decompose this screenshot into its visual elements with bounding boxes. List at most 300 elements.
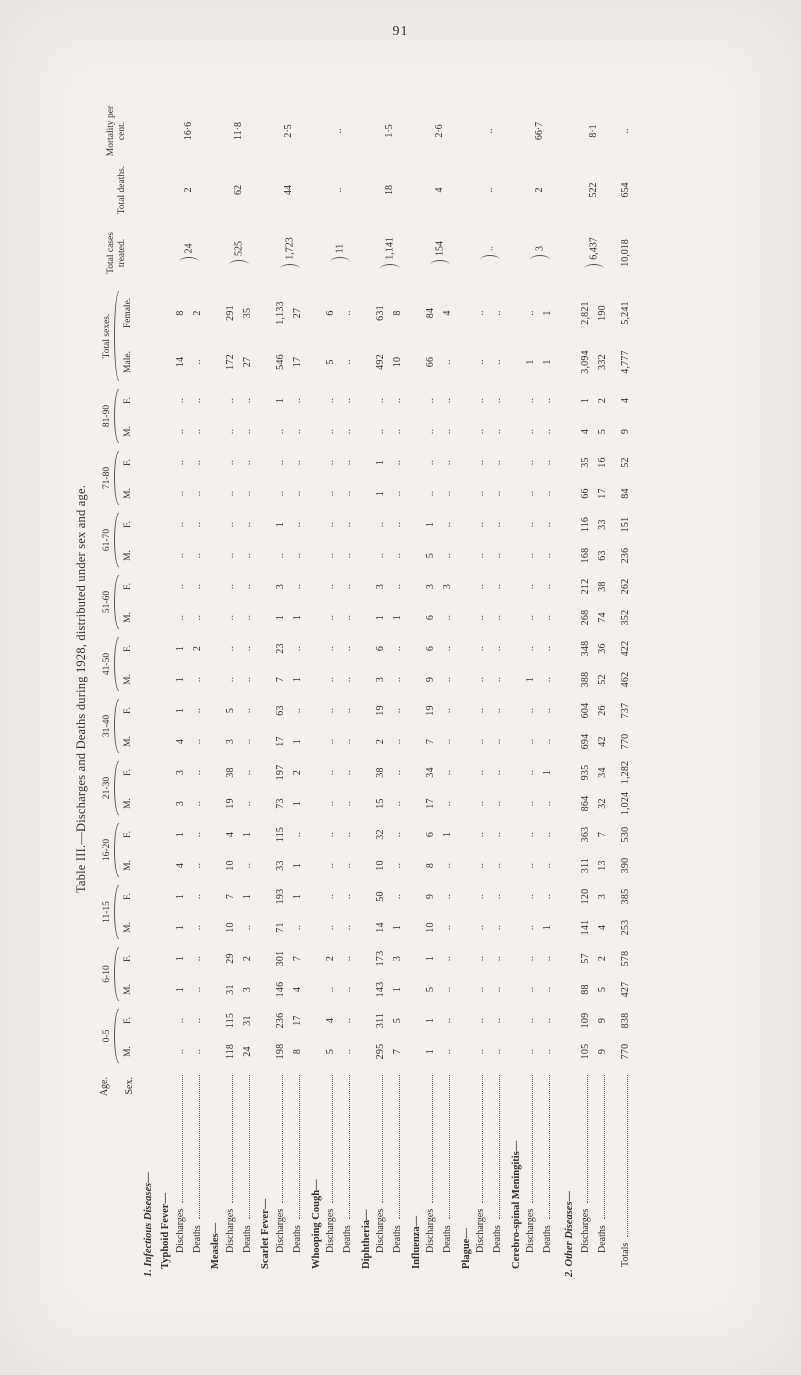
discharges-cell: 5 — [425, 552, 437, 559]
discharges-cell: .. — [525, 707, 537, 714]
deaths-cell: .. — [191, 614, 203, 621]
deaths-cell: 1 — [291, 862, 303, 869]
header-sex-female: F. — [123, 831, 134, 838]
statistics-table — [98, 101, 634, 1277]
discharges-cell: 146 — [274, 981, 286, 998]
dotted-leader — [626, 1075, 628, 1237]
header-sex-male: M. — [123, 488, 134, 499]
discharges-label — [523, 1067, 540, 1277]
deaths-cell: .. — [492, 893, 504, 900]
deaths-cell: .. — [341, 862, 353, 869]
label-wrap — [242, 1067, 255, 1277]
deaths-cell: .. — [542, 614, 554, 621]
discharges-cell: 34 — [425, 767, 437, 778]
total-cases-cell — [423, 219, 457, 287]
header-sex-male: M. — [123, 860, 134, 871]
deaths-cell: 1 — [542, 924, 554, 931]
totals-cell: 84 — [620, 488, 632, 499]
header-age-6-10 — [98, 943, 120, 1005]
deaths-cell: .. — [341, 800, 353, 807]
discharges-cell: .. — [475, 986, 487, 993]
header-row-age — [98, 101, 120, 1277]
sex-heading: Sex. — [123, 1077, 135, 1095]
discharges-cell: .. — [475, 707, 487, 714]
brace — [280, 264, 300, 269]
discharges-cell: .. — [274, 552, 286, 559]
discharges-cell: .. — [525, 490, 537, 497]
discharges-cell: 23 — [274, 643, 286, 654]
discharges-cell: 1 — [274, 614, 286, 621]
pair-brace — [114, 451, 119, 505]
label-wrap — [392, 1067, 405, 1277]
deaths-cell: .. — [392, 552, 403, 559]
discharges-cell: .. — [324, 986, 336, 993]
deaths-cell: .. — [291, 924, 303, 931]
age-heading: Age. — [99, 1077, 110, 1097]
discharges-cell: .. — [525, 614, 537, 621]
deaths-cell: 1 — [291, 738, 303, 745]
discharges-label — [172, 1067, 189, 1277]
discharges-cell: 172 — [224, 354, 236, 370]
header-age-81-90 — [98, 385, 120, 447]
total-cases-value: 3 — [534, 246, 546, 251]
discharges-cell: 193 — [274, 888, 286, 905]
discharges-cell: 3 — [174, 769, 186, 776]
discharges-cell: 1 — [425, 521, 437, 528]
discharges-cell: 4 — [174, 738, 186, 745]
deaths-cell: 1 — [241, 893, 253, 900]
deaths-label — [540, 1067, 557, 1277]
label-text: Discharges — [324, 1208, 336, 1253]
deaths-cell: .. — [191, 707, 203, 714]
header-age-11-15 — [98, 881, 120, 943]
discharges-cell: 1 — [375, 490, 386, 497]
brace — [330, 257, 350, 262]
header-sex-female: F. — [123, 707, 134, 714]
deaths-cell: 5 — [596, 428, 608, 435]
deaths-cell: .. — [492, 955, 504, 962]
label-wrap — [597, 1067, 610, 1277]
deaths-cell: .. — [341, 552, 353, 559]
discharges-cell: 1 — [174, 955, 186, 962]
totals-cell: 236 — [620, 547, 632, 564]
deaths-cell: .. — [442, 955, 454, 962]
deaths-cell: 16 — [596, 457, 608, 468]
discharges-cell: .. — [324, 862, 336, 869]
deaths-cell: .. — [341, 893, 353, 900]
disease-name: Plague— — [460, 1228, 472, 1269]
totals-cell: 262 — [620, 578, 632, 595]
discharges-cell: .. — [174, 521, 186, 528]
discharges-cell: 1 — [525, 359, 537, 365]
deaths-cell: 7 — [291, 955, 303, 962]
pair-brace — [114, 885, 119, 939]
discharges-cell: .. — [525, 831, 537, 838]
deaths-cell: .. — [191, 1017, 203, 1024]
deaths-cell: .. — [341, 428, 353, 435]
deaths-cell: .. — [442, 769, 454, 776]
deaths-cell: .. — [442, 738, 454, 745]
total-deaths-cell: 522 — [588, 182, 599, 198]
discharges-cell: .. — [375, 552, 386, 559]
deaths-cell: .. — [392, 397, 403, 404]
discharges-cell: 301 — [274, 950, 286, 967]
deaths-cell: .. — [542, 397, 554, 404]
discharges-cell: .. — [274, 459, 286, 466]
discharges-cell: .. — [224, 521, 236, 528]
totals-cell: 427 — [620, 981, 632, 998]
discharges-cell: 7 — [425, 738, 437, 745]
deaths-cell: .. — [542, 986, 554, 993]
deaths-cell: 4 — [596, 924, 608, 931]
header-sex-male: M. — [123, 612, 134, 623]
discharges-cell: 212 — [579, 578, 591, 595]
deaths-cell: .. — [191, 428, 203, 435]
deaths-cell: .. — [542, 1048, 554, 1055]
brace — [380, 264, 400, 269]
discharges-cell: .. — [475, 800, 487, 807]
deaths-cell: .. — [542, 459, 554, 466]
discharges-cell: 116 — [579, 516, 591, 533]
total-sexes-label: Total sexes. — [101, 313, 112, 359]
disease-name-row — [156, 101, 172, 1277]
discharges-cell: .. — [525, 924, 537, 931]
brace — [530, 255, 550, 260]
section-heading-row — [136, 101, 156, 1277]
totals-cell: 385 — [620, 888, 632, 905]
label-wrap — [425, 1067, 438, 1277]
label-text: Discharges — [579, 1208, 591, 1253]
deaths-cell: 27 — [291, 307, 303, 319]
age-group-label: 81-90 — [101, 404, 112, 428]
header-age-61-70 — [98, 509, 120, 571]
deaths-cell: 1 — [392, 614, 403, 621]
pair-brace — [114, 575, 119, 629]
totals-mortality-cell: .. — [620, 128, 632, 134]
discharges-cell: .. — [324, 397, 336, 404]
pair-brace — [114, 637, 119, 691]
discharges-cell: .. — [475, 1017, 487, 1024]
deaths-cell: .. — [442, 428, 454, 435]
deaths-cell: 1 — [291, 800, 303, 807]
discharges-cell: .. — [475, 1048, 487, 1055]
deaths-cell: .. — [442, 521, 454, 528]
deaths-cell: 1 — [291, 614, 303, 621]
deaths-cell: .. — [341, 676, 353, 683]
discharges-cell: 3 — [425, 583, 437, 590]
discharges-cell: 1 — [425, 1048, 437, 1055]
discharges-cell: 1 — [174, 893, 186, 900]
discharges-cell: .. — [324, 490, 336, 497]
discharges-label — [273, 1067, 290, 1277]
deaths-cell: .. — [191, 459, 203, 466]
totals-cell: 737 — [620, 702, 632, 719]
discharges-cell: 1 — [274, 521, 286, 528]
total-cases-cell — [473, 219, 507, 287]
discharges-cell: 19 — [375, 705, 386, 716]
discharges-cell: .. — [525, 459, 537, 466]
deaths-cell: 1 — [291, 893, 303, 900]
deaths-cell: .. — [542, 583, 554, 590]
deaths-cell: .. — [492, 521, 504, 528]
deaths-cell: 2 — [191, 310, 203, 316]
dotted-leader — [498, 1075, 500, 1219]
discharges-cell: 73 — [274, 798, 286, 809]
deaths-cell: .. — [392, 800, 403, 807]
discharges-label — [577, 1067, 594, 1277]
deaths-cell: 38 — [596, 581, 608, 592]
deaths-cell: .. — [341, 397, 353, 404]
discharges-cell: 935 — [579, 764, 591, 781]
deaths-cell: .. — [241, 397, 253, 404]
deaths-cell: .. — [191, 521, 203, 528]
total-cases-value: 154 — [434, 241, 446, 256]
deaths-cell: 35 — [241, 307, 253, 319]
discharges-cell: .. — [525, 645, 537, 652]
discharges-cell: 1 — [174, 924, 186, 931]
deaths-cell: 17 — [596, 488, 608, 499]
discharges-label — [373, 1067, 390, 1277]
label-wrap — [275, 1067, 288, 1277]
dotted-leader — [603, 1075, 605, 1219]
deaths-cell: .. — [191, 359, 203, 365]
deaths-cell: .. — [241, 800, 253, 807]
disease-name-row — [206, 101, 222, 1277]
deaths-cell: .. — [392, 521, 403, 528]
discharges-cell: 10 — [425, 922, 437, 933]
discharges-cell: 4 — [324, 1017, 336, 1024]
deaths-cell: .. — [191, 955, 203, 962]
deaths-cell: .. — [341, 310, 353, 316]
discharges-cell: 4 — [174, 862, 186, 869]
discharges-cell: 109 — [579, 1012, 591, 1029]
disease-name-row — [507, 101, 523, 1277]
age-group-label: 41-50 — [101, 652, 112, 676]
deaths-cell: .. — [492, 552, 504, 559]
label-wrap — [175, 1067, 188, 1277]
discharges-row — [373, 101, 390, 1277]
deaths-cell: 332 — [596, 354, 608, 370]
deaths-cell: .. — [291, 459, 303, 466]
deaths-cell: .. — [341, 459, 353, 466]
mortality-cell: 16·6 — [183, 121, 194, 141]
deaths-cell: 8 — [392, 310, 403, 316]
discharges-cell: 3 — [274, 583, 286, 590]
discharges-cell: 197 — [274, 764, 286, 781]
header-sex-female: F. — [123, 769, 134, 776]
discharges-cell: 291 — [224, 305, 236, 321]
dotted-leader — [381, 1075, 383, 1203]
discharges-cell: 168 — [579, 547, 591, 564]
deaths-cell: 1 — [442, 831, 454, 838]
deaths-cell: 3 — [442, 583, 454, 590]
label-wrap — [325, 1067, 338, 1277]
totals-cell: 9 — [620, 428, 632, 435]
discharges-cell: .. — [324, 552, 336, 559]
deaths-cell: 34 — [596, 767, 608, 778]
discharges-cell: 6 — [425, 645, 437, 652]
deaths-cell: 3 — [596, 893, 608, 900]
total-deaths-cell: 2 — [533, 187, 545, 193]
discharges-cell: .. — [475, 676, 487, 683]
discharges-cell: 311 — [579, 857, 591, 874]
discharges-cell: .. — [475, 769, 487, 776]
totals-cell: 578 — [620, 950, 632, 967]
disease-name: Cerebro-spinal Meningitis— — [511, 1140, 522, 1269]
header-total-sexes — [98, 287, 120, 385]
deaths-cell: .. — [191, 986, 203, 993]
deaths-cell: .. — [241, 707, 253, 714]
deaths-cell: 74 — [596, 612, 608, 623]
table-caption: Table III.—Discharges and Deaths during 1928, distributed under sex and age. — [74, 484, 88, 894]
mortality-cell: 11·8 — [233, 122, 245, 140]
discharges-cell: .. — [475, 614, 487, 621]
discharges-cell: 1 — [579, 397, 591, 404]
label-wrap — [620, 1067, 633, 1277]
deaths-cell: .. — [341, 359, 353, 365]
discharges-cell: 3 — [174, 800, 186, 807]
discharges-cell: .. — [324, 676, 336, 683]
deaths-cell: .. — [492, 614, 504, 621]
label-wrap — [292, 1067, 305, 1277]
discharges-cell: .. — [525, 862, 537, 869]
discharges-cell: 4 — [224, 831, 236, 838]
discharges-cell: 66 — [425, 356, 437, 368]
discharges-cell: 1 — [174, 645, 186, 652]
disease-name-row — [256, 101, 272, 1277]
discharges-cell: .. — [274, 428, 286, 435]
deaths-cell: 7 — [596, 831, 608, 838]
deaths-cell: 1 — [392, 986, 403, 993]
discharges-cell: .. — [324, 645, 336, 652]
deaths-cell: .. — [542, 521, 554, 528]
discharges-cell: 1 — [425, 1017, 437, 1024]
total-deaths-cell: .. — [333, 187, 345, 193]
discharges-cell: .. — [525, 428, 537, 435]
deaths-cell: .. — [392, 428, 403, 435]
deaths-cell: 2 — [596, 397, 608, 404]
discharges-cell: 5 — [224, 707, 236, 714]
section-heading-row — [557, 101, 577, 1277]
brace — [480, 255, 500, 260]
disease-name: Influenza— — [410, 1215, 422, 1269]
total-cases-cell — [172, 219, 206, 287]
deaths-cell: .. — [291, 831, 303, 838]
discharges-cell: .. — [525, 521, 537, 528]
header-sex-male: M. — [123, 426, 134, 437]
deaths-cell: .. — [191, 924, 203, 931]
totals-cell: 390 — [620, 857, 632, 874]
age-group-label: 11-15 — [101, 901, 112, 923]
discharges-cell: 66 — [579, 488, 591, 499]
deaths-cell: .. — [492, 986, 504, 993]
discharges-cell: 3 — [375, 583, 386, 590]
header-age-71-80 — [98, 447, 120, 509]
discharges-cell: .. — [475, 955, 487, 962]
deaths-cell: .. — [542, 707, 554, 714]
discharges-cell: .. — [324, 459, 336, 466]
discharges-cell: .. — [324, 738, 336, 745]
discharges-cell: .. — [224, 397, 236, 404]
mortality-cell: 2·5 — [283, 124, 295, 138]
total-deaths-cell: 2 — [183, 187, 194, 193]
total-deaths-cell: 18 — [383, 185, 395, 195]
discharges-label — [222, 1067, 239, 1277]
dotted-leader — [398, 1075, 400, 1219]
deaths-cell: .. — [442, 359, 454, 365]
deaths-cell: .. — [241, 769, 253, 776]
dotted-leader — [531, 1075, 533, 1203]
totals-deaths-cell: 654 — [620, 182, 632, 198]
discharges-cell: 198 — [274, 1043, 286, 1060]
label-wrap — [375, 1067, 388, 1277]
totals-cell: 1,282 — [620, 760, 632, 785]
deaths-cell: .. — [492, 707, 504, 714]
discharges-label — [323, 1067, 340, 1277]
deaths-cell: .. — [442, 645, 454, 652]
discharges-cell: .. — [224, 645, 236, 652]
header-sex-male: M. — [123, 798, 134, 809]
discharges-cell: .. — [525, 1048, 537, 1055]
deaths-cell: .. — [241, 552, 253, 559]
brace — [179, 258, 199, 263]
discharges-cell: 19 — [224, 798, 236, 809]
header-sex-male: M. — [123, 984, 134, 995]
discharges-cell: .. — [425, 490, 437, 497]
deaths-cell: .. — [492, 676, 504, 683]
deaths-cell: .. — [341, 614, 353, 621]
total-cases-cell — [523, 219, 557, 287]
discharges-cell: 2,821 — [579, 301, 591, 325]
header-sex-male: M. — [123, 550, 134, 561]
header-total-deaths: Total deaths. — [117, 165, 128, 215]
discharges-cell: 29 — [224, 953, 236, 964]
label-text: Deaths — [392, 1225, 403, 1253]
discharges-cell: .. — [174, 459, 186, 466]
totals-row — [611, 101, 634, 1277]
discharges-cell: .. — [224, 583, 236, 590]
deaths-cell: .. — [442, 552, 454, 559]
deaths-cell: 32 — [596, 798, 608, 809]
discharges-cell: 546 — [274, 354, 286, 370]
discharges-cell: 141 — [579, 919, 591, 936]
disease-name-row — [357, 101, 373, 1277]
discharges-cell: 3 — [375, 676, 386, 683]
deaths-cell: .. — [241, 676, 253, 683]
totals-cell: 4,777 — [620, 350, 632, 374]
deaths-cell: 1 — [392, 924, 403, 931]
deaths-cell: .. — [392, 831, 403, 838]
discharges-cell: 31 — [224, 984, 236, 995]
total-cases-value: 24 — [183, 243, 195, 254]
totals-label — [611, 1067, 634, 1277]
deaths-cell: 190 — [596, 305, 608, 321]
deaths-cell: .. — [392, 707, 403, 714]
deaths-cell: .. — [392, 893, 403, 900]
age-group-label: 21-30 — [101, 776, 112, 800]
table-header — [98, 101, 136, 1277]
total-deaths-cell: 62 — [233, 185, 245, 195]
discharges-row — [172, 101, 189, 1277]
discharges-cell: .. — [375, 397, 386, 404]
deaths-cell: 1 — [241, 831, 253, 838]
discharges-cell: 1 — [525, 676, 537, 683]
discharges-cell: .. — [324, 583, 336, 590]
brace — [229, 260, 249, 265]
discharges-cell: 120 — [579, 888, 591, 905]
deaths-label — [340, 1067, 357, 1277]
deaths-cell: .. — [542, 490, 554, 497]
